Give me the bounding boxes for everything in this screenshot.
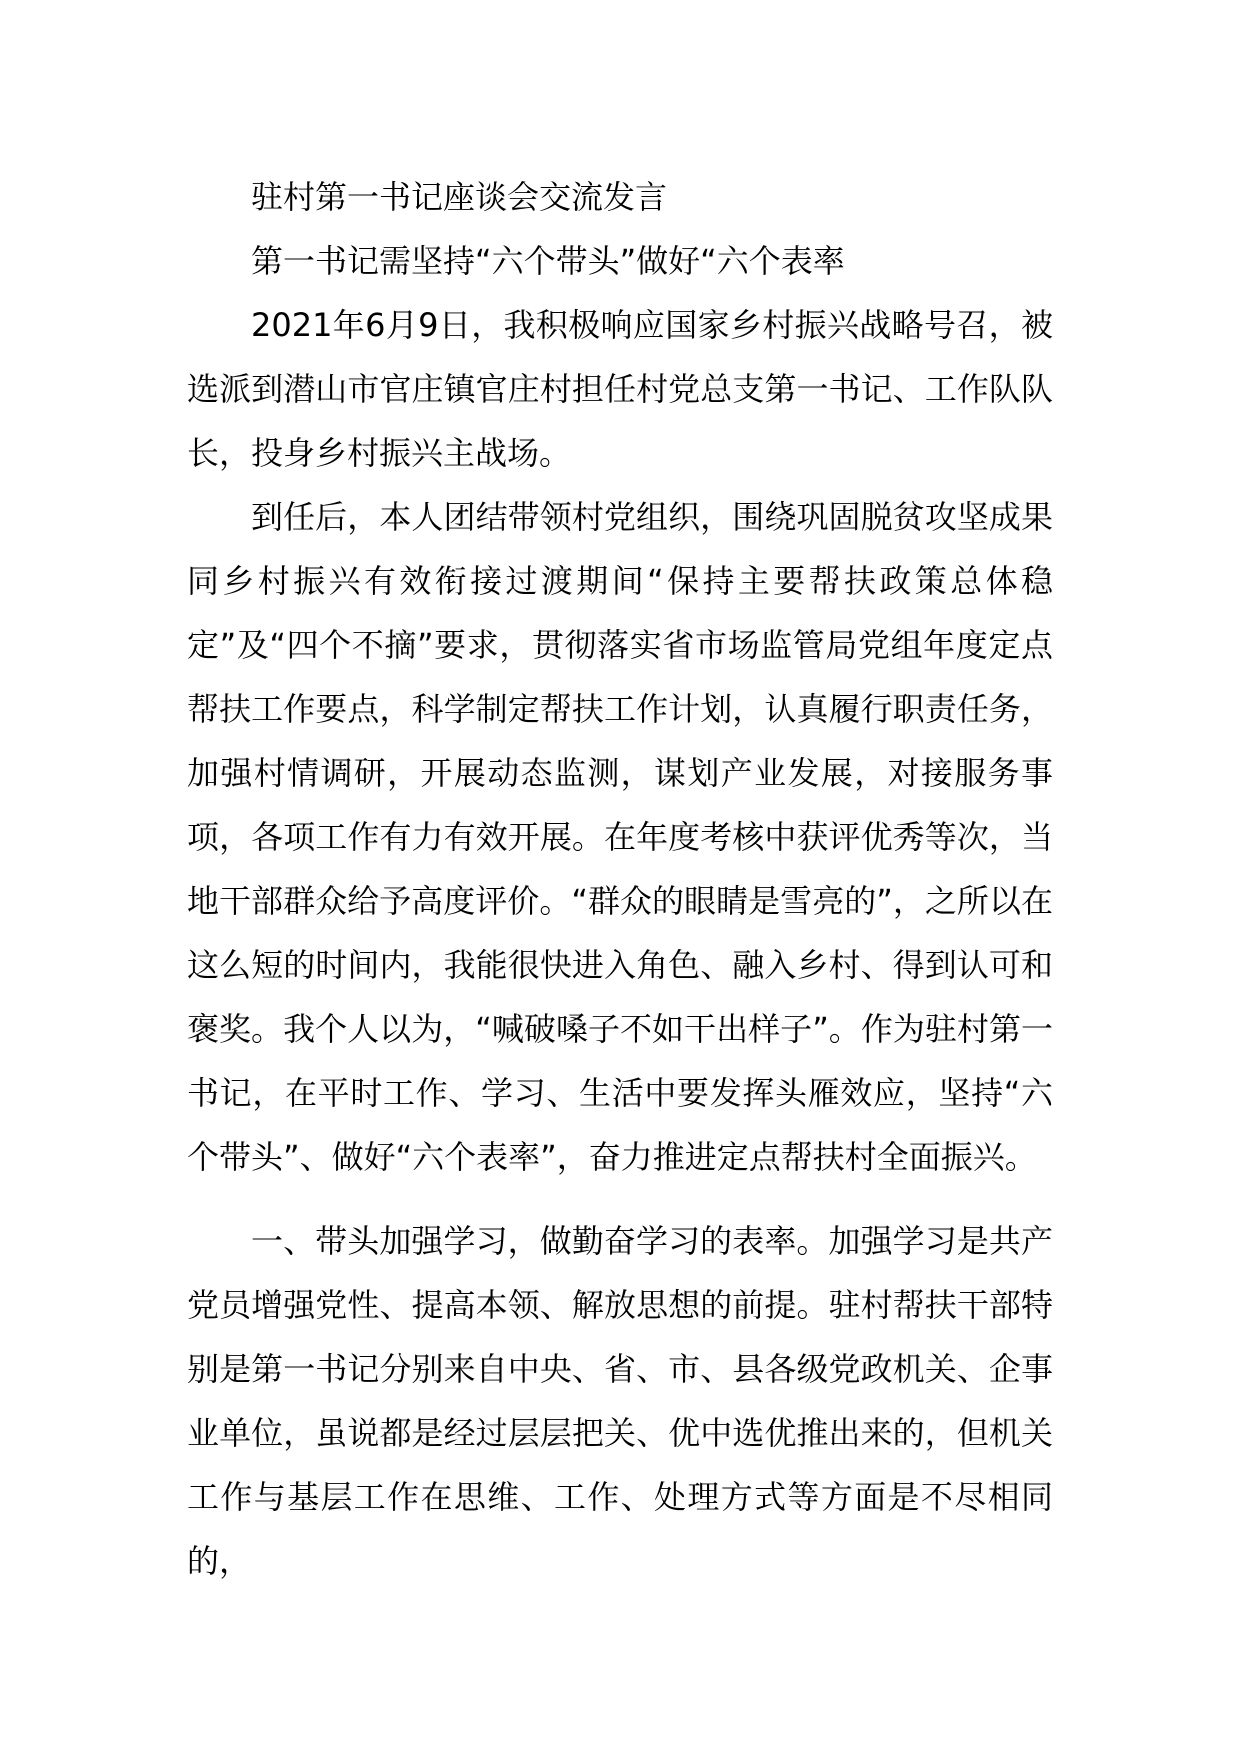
paragraph-section-one: 一、带头加强学习，做勤奋学习的表率。加强学习是共产党员增强党性、提高本领、解放思想的前提。驻村帮扶干部特别是第一书记分别来自中央、省、市、县各级党政机关、企事业单位，虽说都是经过层层把关、优中选优推出来的，但机关工作与基层工作在思维、工作、处理方式等方面是不尽相同的， [187,1222,1053,1580]
document-title: 驻村第一书记座谈会交流发言 [251,178,668,216]
document-body [187,165,1053,1593]
document-subtitle: 第一书记需坚持“六个带头”做好“六个表率 [251,242,845,280]
paragraph-work-summary: 到任后，本人团结带领村党组织，围绕巩固脱贫攻坚成果同乡村振兴有效衔接过渡期间“保持主要帮扶政策总体稳定”及“四个不摘”要求，贯彻落实省市场监管局党组年度定点帮扶工作要点，科学制定帮扶工作计划，认真履行职责任务，加强村情调研，开展动态监测，谋划产业发展，对接服务事项，各项工作有力有效开展。在年度考核中获评优秀等次，当地干部群众给予高度评价。“群众的眼睛是雪亮的”，之所以在这么短的时间内，我能很快进入角色、融入乡村、得到认可和褒奖。我个人以为，“喊破嗓子不如干出样子”。作为驻村第一书记，在平时工作、学习、生活中要发挥头雁效应，坚持“六个带头”、做好“六个表率”，奋力推进定点帮扶村全面振兴。 [187,498,1053,1176]
paragraph-appointment: 2021年6月9日，我积极响应国家乡村振兴战略号召，被选派到潜山市官庄镇官庄村担任村党总支第一书记、工作队队长，投身乡村振兴主战场。 [187,306,1053,472]
